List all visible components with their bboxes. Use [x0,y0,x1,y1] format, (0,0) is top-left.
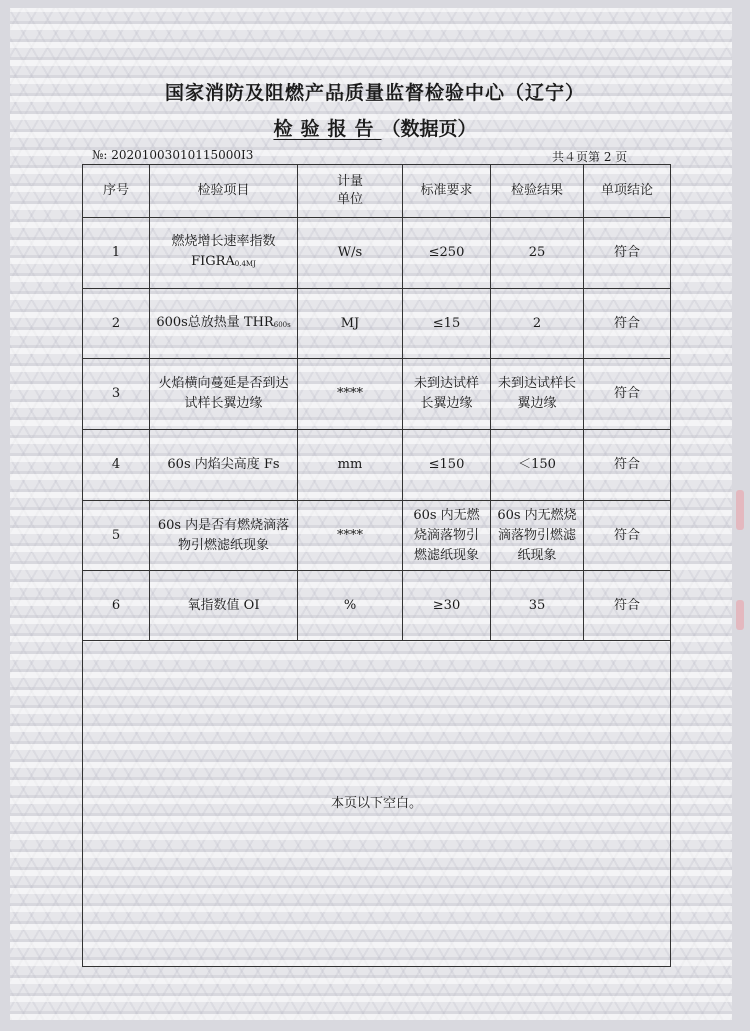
report-number-label: №: [92,148,108,162]
row-conclusion: 符合 [584,571,671,641]
row-unit: % [298,571,403,641]
ink-stain [736,490,744,530]
col-header-result: 检验结果 [491,165,584,218]
row-unit: **** [298,501,403,571]
col-header-item: 检验项目 [150,165,298,218]
row-requirement: ≤15 [403,289,491,359]
report-title [0,114,750,141]
row-result: 2 [491,289,584,359]
page-info: 共４页第 2 页 [552,150,628,164]
row-conclusion: 符合 [584,289,671,359]
row-result: 未到达试样长翼边缘 [491,359,584,430]
row-item: 氧指数值 OI [150,571,298,641]
row-requirement: ≥30 [403,571,491,641]
report-number-value: 20201003010115000I3 [111,148,254,162]
row-item: 火焰横向蔓延是否到达试样长翼边缘 [150,359,298,430]
row-no: 3 [83,359,150,430]
col-header-conclusion: 单项结论 [584,165,671,218]
blank-remark: 本页以下空白。 [83,641,671,967]
row-result: ＜150 [491,430,584,501]
row-requirement: ≤150 [403,430,491,501]
row-unit: mm [298,430,403,501]
row-result: 35 [491,571,584,641]
col-header-requirement: 标准要求 [403,165,491,218]
row-conclusion: 符合 [584,359,671,430]
row-conclusion: 符合 [584,218,671,289]
row-item: 600s总放热量 THR600s [150,289,298,359]
report-title-suffix: （数据页） [381,118,477,140]
row-no: 5 [83,501,150,571]
row-unit: W/s [298,218,403,289]
row-no: 4 [83,430,150,501]
col-header-no: 序号 [83,165,150,218]
row-conclusion: 符合 [584,430,671,501]
row-requirement: 未到达试样长翼边缘 [403,359,491,430]
table-header-row [83,165,671,218]
row-result: 60s 内无燃烧滴落物引燃滤纸现象 [491,501,584,571]
table-row [83,289,671,359]
row-no: 1 [83,218,150,289]
table-row [83,501,671,571]
row-no: 6 [83,571,150,641]
remark-row [83,641,671,967]
table-row [83,359,671,430]
table-row [83,430,671,501]
row-unit: **** [298,359,403,430]
table-row [83,571,671,641]
row-unit: MJ [298,289,403,359]
results-table [82,164,671,967]
row-conclusion: 符合 [584,501,671,571]
row-item: 60s 内是否有燃烧滴落物引燃滤纸现象 [150,501,298,571]
institution-title: 国家消防及阻燃产品质量监督检验中心（辽宁） [164,82,585,104]
row-requirement: 60s 内无燃烧滴落物引燃滤纸现象 [403,501,491,571]
row-result: 25 [491,218,584,289]
row-no: 2 [83,289,150,359]
col-header-unit: 计量单位 [298,165,403,218]
report-number [92,148,253,162]
ink-stain [736,600,744,630]
row-item: 60s 内焰尖高度 Fs [150,430,298,501]
table-row [83,218,671,289]
row-item: 燃烧增长速率指数 FIGRA0.4MJ [150,218,298,289]
report-title-main: 检验报告 [273,118,382,140]
row-requirement: ≤250 [403,218,491,289]
